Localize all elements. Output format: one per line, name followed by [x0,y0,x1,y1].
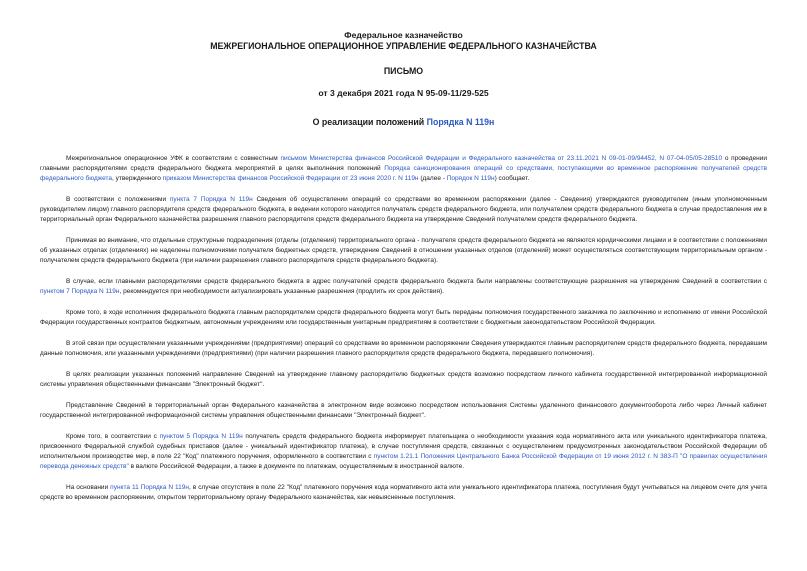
paragraph-text: Сведения об осуществлении операций со средствами во временном распоряжении (далее - Сведения) утверждаются руководителем (иным уполномоченным руководителем лицом) главного распорядителя средств федерального бюджета, в ведении которого находится получатель средств федерального бюджета, или получателем средств федерального бюджета в случае предоставления им в территориальный орган Федерального казначейства разрешения главного распорядителя средств федерального бюджета на утверждение Сведений получателем средств федерального бюджета. [40,196,767,223]
document-date-number: от 3 декабря 2021 года N 95-09-11/29-525 [318,88,489,98]
document-link[interactable]: Порядок N 119н [446,175,495,182]
document-link[interactable]: пункта 11 Порядка N 119н [110,484,189,491]
paragraph-text: о проведении главными распорядителями средств федерального бюджета мероприятий в целях выполнения положений [40,155,767,172]
paragraph [40,432,767,472]
paragraph-text: получатель средств федерального бюджета информирует плательщика о необходимости указания кода нормативного акта или уникального идентификатора платежа, присвоенного Федеральной службой судебных приставов (далее - уникальный идентификатор платежа), в случае поступления средств, связанных с осуществлением предусмотренных законодательством Российской Федерации об исполнительном производстве мер, в поле 22 "Код" платежного поручения, оформленного в соответствии с [40,433,767,460]
paragraph-text: , в случае отсутствия в поле 22 "Код" платежного поручения кода нормативного акта или уникального идентификатора платежа, поступления будут учитываться на лицевом счете для учета средств во временном распоряжении, открытом территориальному органу Федерального казначейства, как невыясненные поступления. [40,484,768,501]
paragraph [40,236,767,266]
document-link[interactable]: пункта 7 Порядка N 119н [169,196,253,203]
paragraph [40,308,767,328]
document-subject [40,117,767,127]
document-link[interactable]: пунктом 5 Порядка N 119н [159,433,243,440]
document-link[interactable]: Порядка санкционирования операций со средствами, поступающими во временное распоряжение получателей средств федерального бюджета [40,165,767,182]
document-header [40,30,767,52]
document-type: ПИСЬМО [383,66,424,76]
paragraph-text: ) сообщает. [494,175,530,182]
paragraph [40,277,767,297]
paragraph [40,195,767,225]
paragraph-text: На основании [66,484,111,491]
document-link[interactable]: пунктом 1.21.1 Положения Центрального Банка Российской Федерации от 19 июня 2012 г. N 383-П "О правилах осуществления перевода денежных средств" [40,453,767,470]
subject-link[interactable]: Порядка N 119н [426,117,495,127]
paragraph-text: Межрегиональное операционное УФК в соответствии с совместным [66,155,281,162]
paragraph-text: , рекомендуется при необходимости актуализировать указанные разрешения (продлить их срок действия). [119,288,444,295]
subject-prefix: О реализации положений [312,117,427,127]
paragraph-text: в валюте Российской Федерации, а также в документе по платежам, осуществляемым в иностранной валюте. [128,463,465,470]
paragraph-text: В целях реализации указанных положений направление Сведений на утверждение главному распорядителю бюджетных средств возможно посредством личного кабинета государственной интегрированной информационной системы управления общественными финансами "Электронный бюджет". [40,371,767,388]
document-link[interactable]: письмом Министерства финансов Российской Федерации и Федерального казначейства от 23.11.2021 N 09-01-09/94452, N 07-04-05/05-28510 [280,155,723,162]
paragraph [40,483,767,503]
paragraph-text: Кроме того, в соответствии с [66,433,160,440]
paragraph-text: В соответствии с положениями [66,196,170,203]
paragraph-text: , утвержденного [112,175,163,182]
paragraph [40,401,767,421]
issuer-name: Федеральное казначейство [344,30,463,40]
paragraph-text: Принимая во внимание, что отдельные структурные подразделения (отделы (отделения) территориального органа - получателя средств федерального бюджета не являются юридическими лицами и в соответствии с положениями об указанных отделах (отделениях) не наделены полномочиями получателя бюджетных средств, утверждение Сведений в отношении указанных отделов (отделений) может осуществляться соответствующим территориальным органом - получателем средств федерального бюджета (при наличии разрешения главного распорядителя средств федерального бюджета). [40,237,767,264]
paragraph [40,370,767,390]
paragraph-text: (далее - [418,175,447,182]
document-body [40,154,767,503]
document-link[interactable]: пунктом 7 Порядка N 119н [40,288,120,295]
paragraph [40,339,767,359]
department-name: МЕЖРЕГИОНАЛЬНОЕ ОПЕРАЦИОННОЕ УПРАВЛЕНИЕ ФЕДЕРАЛЬНОГО КАЗНАЧЕЙСТВА [210,41,597,51]
paragraph-text: В случае, если главными распорядителями средств федерального бюджета в адрес получателей средств федерального бюджета были направлены соответствующие разрешения на утверждение Сведений в соответствии с [66,278,767,285]
paragraph-text: Кроме того, в ходе исполнения федерального бюджета главным распорядителем средств федерального бюджета могут быть переданы полномочия государственного заказчика по заключению и исполнению от имени Российской Федерации государственных контрактов бюджетным, автономным учреждениям или государственным унитарным предприятиям в соответствии с бюджетным законодательством Российской Федерации. [40,309,767,326]
document-link[interactable]: приказом Министерства финансов Российской Федерации от 23 июня 2020 г. N 119н [162,175,419,182]
paragraph-text: В этой связи при осуществлении указанными учреждениями (предприятиями) операций со средствами во временном распоряжении Сведения утверждаются главным распорядителем средств федерального бюджета, передавшим данные полномочия, или указанными учреждениями (предприятиями) (при наличии разрешения главного распорядителя средств федерального бюджета, передавшего полномочия). [40,340,767,357]
paragraph-text: Представление Сведений в территориальный орган Федерального казначейства в электронном виде возможно посредством использования Системы удаленного финансового документооборота либо через Личный кабинет государственной интегрированной информационной системы управления общественными финансами "Электронный бюджет". [40,402,767,419]
paragraph [40,154,767,184]
